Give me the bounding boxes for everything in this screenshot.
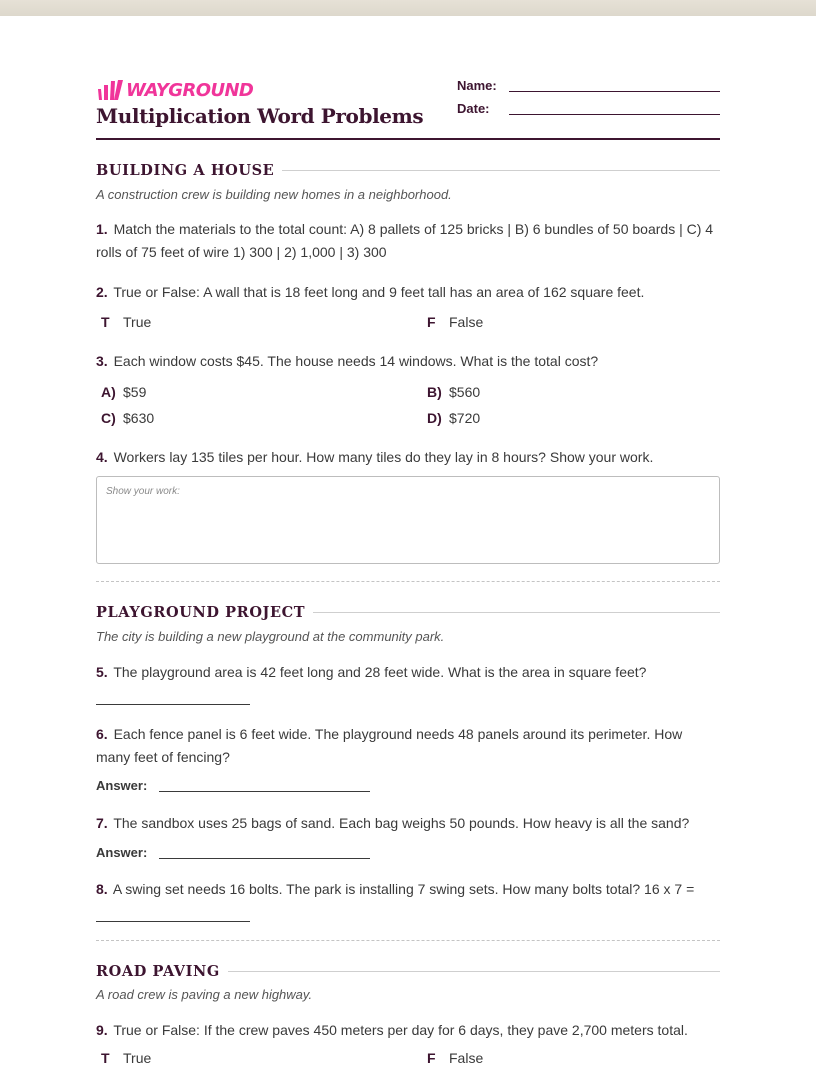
question-8: [96, 878, 720, 901]
question-number: 5.: [96, 664, 108, 680]
option-letter: C): [101, 410, 116, 426]
page-title: Multiplication Word Problems: [96, 104, 424, 128]
section-divider: [96, 581, 720, 582]
question-number: 3.: [96, 353, 108, 369]
section-heading-building-a-house: [96, 161, 720, 179]
option-b[interactable]: [427, 384, 480, 400]
question-number: 8.: [96, 881, 108, 897]
option-text: $630: [123, 410, 155, 426]
question-7: [96, 812, 720, 835]
option-true[interactable]: [101, 1050, 151, 1066]
question-text: Match the materials to the total count: A) 8 pallets of 125 bricks | B) 6 bundles of 50 boards | C) 4 rolls of 75 feet of wire 1) 300 | 2) 1,000 | 3) 300: [96, 221, 714, 260]
option-a[interactable]: [101, 384, 146, 400]
date-label: Date:: [457, 101, 490, 116]
question-number: 6.: [96, 726, 108, 742]
worksheet-header: [96, 78, 720, 140]
answer-row-6: [96, 776, 720, 796]
section-title: BUILDING A HOUSE: [96, 161, 275, 179]
question-5: [96, 661, 720, 684]
question-2: [96, 281, 720, 304]
option-text: False: [449, 1050, 484, 1066]
section-description: The city is building a new playground at the community park.: [96, 629, 445, 644]
answer-line-6[interactable]: [159, 791, 370, 792]
option-letter: D): [427, 410, 442, 426]
option-letter: T: [101, 314, 110, 330]
answer-line-7[interactable]: [159, 858, 370, 859]
name-label: Name:: [457, 78, 497, 93]
header-rule: [96, 138, 720, 140]
question-1: [96, 218, 720, 264]
question-text: Workers lay 135 tiles per hour. How many tiles do they lay in 8 hours? Show your work.: [113, 449, 654, 465]
option-letter: F: [427, 1050, 436, 1066]
option-false[interactable]: [427, 1050, 483, 1066]
answer-label: Answer:: [96, 778, 148, 793]
option-letter: F: [427, 314, 436, 330]
question-text: Each fence panel is 6 feet wide. The playground needs 48 panels around its perimeter. How many feet of fencing?: [96, 726, 683, 765]
answer-blank-8[interactable]: [96, 921, 250, 922]
question-text: True or False: If the crew paves 450 meters per day for 6 days, they pave 2,700 meters total.: [113, 1022, 688, 1038]
section-description: A construction crew is building new homes in a neighborhood.: [96, 187, 452, 202]
student-fields: [457, 78, 720, 124]
question-text: The playground area is 42 feet long and 28 feet wide. What is the area in square feet?: [113, 664, 647, 680]
section-heading-playground-project: [96, 603, 720, 621]
section-heading-road-paving: [96, 962, 720, 980]
answer-row-7: [96, 843, 720, 863]
brand-logo: [96, 78, 253, 102]
question-number: 1.: [96, 221, 108, 237]
section-divider: [96, 940, 720, 941]
option-text: False: [449, 314, 484, 330]
answer-label: Answer:: [96, 845, 148, 860]
question-text: Each window costs $45. The house needs 14 windows. What is the total cost?: [113, 353, 599, 369]
date-field: [457, 101, 720, 124]
section-rule: [228, 971, 720, 972]
section-rule: [282, 170, 720, 171]
question-9: [96, 1019, 720, 1042]
option-letter: T: [101, 1050, 110, 1066]
question-number: 2.: [96, 284, 108, 300]
section-rule: [313, 612, 720, 613]
question-text: A swing set needs 16 bolts. The park is installing 7 swing sets. How many bolts total? 16 x 7 =: [112, 881, 695, 897]
name-input-line[interactable]: [509, 91, 720, 92]
question-number: 4.: [96, 449, 108, 465]
wayground-logo-icon: [96, 80, 124, 100]
option-c[interactable]: [101, 410, 154, 426]
top-bar: [0, 0, 816, 16]
option-false[interactable]: [427, 314, 483, 330]
logo-text: WAYGROUND: [126, 79, 254, 101]
option-letter: A): [101, 384, 116, 400]
option-d[interactable]: [427, 410, 480, 426]
answer-blank-5[interactable]: [96, 704, 250, 705]
section-title: ROAD PAVING: [96, 962, 220, 980]
section-description: A road crew is paving a new highway.: [96, 987, 313, 1002]
name-field: [457, 78, 720, 101]
option-text: True: [123, 314, 152, 330]
question-6: [96, 723, 720, 769]
question-4: [96, 446, 720, 469]
option-text: True: [123, 1050, 152, 1066]
question-text: True or False: A wall that is 18 feet long and 9 feet tall has an area of 162 square feet.: [113, 284, 645, 300]
work-box-label: Show your work:: [106, 486, 180, 497]
question-3: [96, 350, 720, 373]
option-text: $560: [449, 384, 481, 400]
option-letter: B): [427, 384, 442, 400]
date-input-line[interactable]: [509, 114, 720, 115]
question-number: 9.: [96, 1022, 108, 1038]
question-number: 7.: [96, 815, 108, 831]
option-text: $720: [449, 410, 481, 426]
option-text: $59: [123, 384, 147, 400]
show-work-box[interactable]: [96, 476, 720, 564]
option-true[interactable]: [101, 314, 151, 330]
question-text: The sandbox uses 25 bags of sand. Each bag weighs 50 pounds. How heavy is all the sand?: [113, 815, 690, 831]
section-title: PLAYGROUND PROJECT: [96, 603, 306, 621]
